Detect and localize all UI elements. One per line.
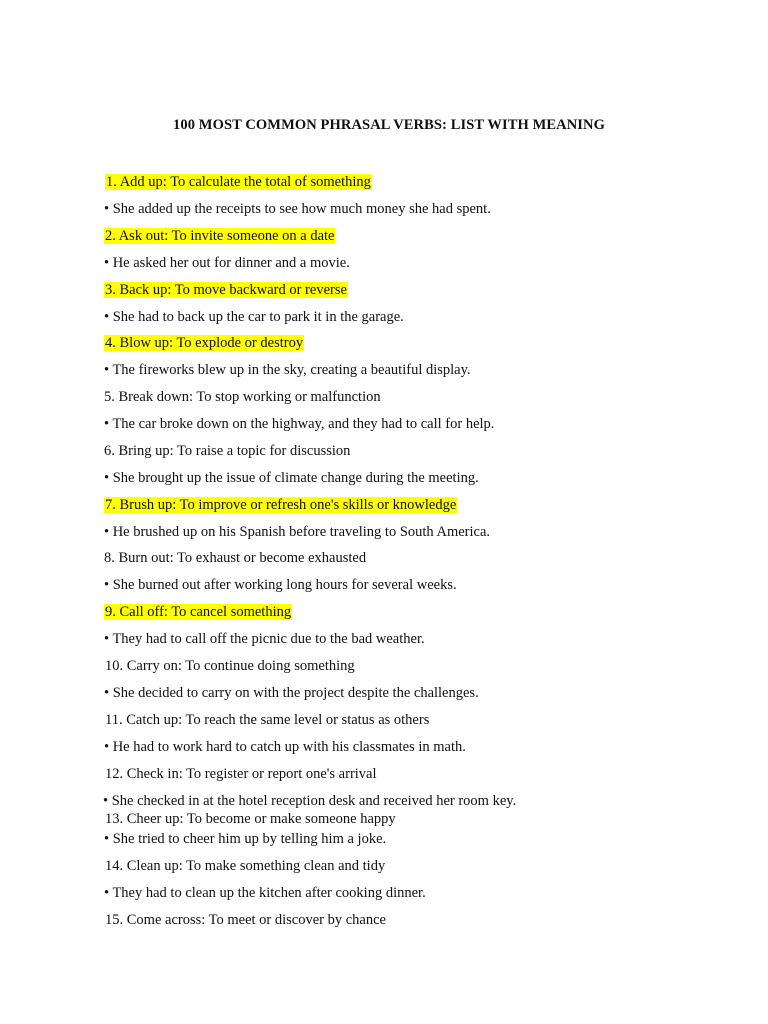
- entry-line: 15. Come across: To meet or discover by chance: [105, 912, 386, 928]
- entry-line: 11. Catch up: To reach the same level or status as others: [105, 712, 430, 728]
- example-line: • She burned out after working long hours for several weeks.: [104, 577, 457, 593]
- example-line: • The car broke down on the highway, and they had to call for help.: [104, 416, 495, 432]
- entry-line: 7. Brush up: To improve or refresh one's skills or knowledge: [105, 497, 457, 513]
- example-line: • He had to work hard to catch up with his classmates in math.: [104, 739, 466, 755]
- entry-line: 14. Clean up: To make something clean and tidy: [105, 858, 386, 874]
- entry-line: 12. Check in: To register or report one's arrival: [105, 766, 377, 782]
- document-title: 100 MOST COMMON PHRASAL VERBS: LIST WITH MEANING: [173, 117, 605, 133]
- entry-line: 6. Bring up: To raise a topic for discussion: [104, 443, 351, 459]
- entry-line: 5. Break down: To stop working or malfunction: [104, 389, 381, 405]
- example-line: • She added up the receipts to see how much money she had spent.: [104, 201, 491, 217]
- example-line: • She decided to carry on with the project despite the challenges.: [104, 685, 479, 701]
- example-line: • She brought up the issue of climate change during the meeting.: [104, 470, 479, 486]
- example-line: • She had to back up the car to park it in the garage.: [104, 309, 404, 325]
- example-line: • He asked her out for dinner and a movie.: [104, 255, 350, 271]
- example-line: • She checked in at the hotel reception desk and received her room key.: [103, 793, 517, 809]
- entry-line: 13. Cheer up: To become or make someone happy: [105, 811, 396, 827]
- entry-line: 3. Back up: To move backward or reverse: [105, 282, 347, 298]
- entry-line: 2. Ask out: To invite someone on a date: [105, 228, 335, 244]
- entry-line: 9. Call off: To cancel something: [105, 604, 292, 620]
- example-line: • They had to clean up the kitchen after cooking dinner.: [104, 885, 426, 901]
- example-line: • She tried to cheer him up by telling him a joke.: [104, 831, 387, 847]
- example-line: • He brushed up on his Spanish before traveling to South America.: [104, 524, 491, 540]
- entry-line: 8. Burn out: To exhaust or become exhausted: [104, 550, 367, 566]
- entry-line: 10. Carry on: To continue doing something: [105, 658, 355, 674]
- example-line: • The fireworks blew up in the sky, creating a beautiful display.: [104, 362, 471, 378]
- entry-line: 1. Add up: To calculate the total of something: [106, 174, 371, 190]
- entry-line: 4. Blow up: To explode or destroy: [105, 335, 304, 351]
- example-line: • They had to call off the picnic due to the bad weather.: [104, 631, 425, 647]
